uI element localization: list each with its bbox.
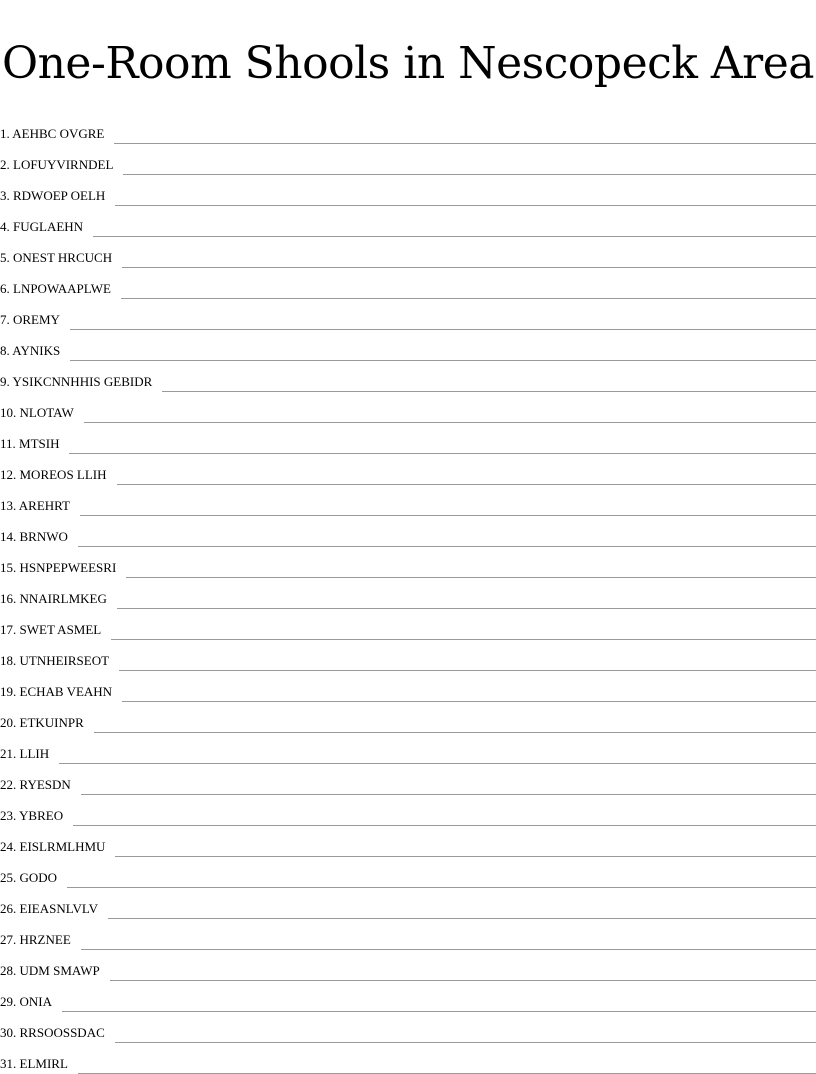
list-item	[0, 360, 816, 391]
list-item	[0, 887, 816, 918]
answer-line[interactable]	[115, 842, 816, 857]
scrambled-word-label: 6. LNPOWAAPLWE	[0, 281, 111, 296]
answer-line[interactable]	[94, 718, 816, 733]
list-item	[0, 825, 816, 856]
answer-line[interactable]	[123, 160, 816, 175]
scrambled-word-label: 23. YBREO	[0, 808, 64, 823]
scrambled-word-label: 31. ELMIRL	[0, 1056, 68, 1071]
scrambled-word-label: 12. MOREOS LLIH	[0, 467, 107, 482]
scrambled-word-label: 16. NNAIRLMKEG	[0, 591, 107, 606]
list-item	[0, 298, 816, 329]
answer-line[interactable]	[111, 625, 816, 640]
answer-line[interactable]	[115, 191, 816, 206]
answer-line[interactable]	[70, 315, 816, 330]
list-item	[0, 1011, 816, 1042]
scrambled-word-label: 4. FUGLAEHN	[0, 219, 84, 234]
answer-line[interactable]	[59, 749, 816, 764]
scrambled-word-label: 8. AYNIKS	[0, 343, 61, 358]
scrambled-word-label: 15. HSNPEPWEESRI	[0, 560, 117, 575]
answer-line[interactable]	[62, 997, 816, 1012]
list-item	[0, 732, 816, 763]
list-item	[0, 515, 816, 546]
list-item	[0, 577, 816, 608]
answer-line[interactable]	[119, 656, 816, 671]
answer-line[interactable]	[110, 966, 816, 981]
list-item	[0, 174, 816, 205]
answer-line[interactable]	[81, 780, 816, 795]
answer-line[interactable]	[114, 129, 816, 144]
list-item	[0, 980, 816, 1011]
list-item	[0, 949, 816, 980]
scrambled-word-list	[0, 112, 816, 1073]
scrambled-word-label: 21. LLIH	[0, 746, 50, 761]
scrambled-word-label: 10. NLOTAW	[0, 405, 74, 420]
list-item	[0, 205, 816, 236]
answer-line[interactable]	[67, 873, 816, 888]
scrambled-word-label: 18. UTNHEIRSEOT	[0, 653, 110, 668]
scrambled-word-label: 20. ETKUINPR	[0, 715, 84, 730]
page-title: One-Room Shools in Nescopeck Area	[2, 38, 814, 89]
answer-line[interactable]	[78, 532, 816, 547]
scrambled-word-label: 29. ONIA	[0, 994, 52, 1009]
answer-line[interactable]	[121, 284, 816, 299]
scrambled-word-label: 24. EISLRMLHMU	[0, 839, 106, 854]
list-item	[0, 1042, 816, 1073]
scrambled-word-label: 11. MTSIH	[0, 436, 60, 451]
answer-line[interactable]	[78, 1059, 816, 1074]
answer-line[interactable]	[69, 439, 816, 454]
scrambled-word-label: 19. ECHAB VEAHN	[0, 684, 113, 699]
list-item	[0, 329, 816, 360]
scrambled-word-label: 17. SWET ASMEL	[0, 622, 102, 637]
scrambled-word-label: 28. UDM SMAWP	[0, 963, 100, 978]
answer-line[interactable]	[122, 253, 816, 268]
scrambled-word-label: 5. ONEST HRCUCH	[0, 250, 113, 265]
answer-line[interactable]	[80, 501, 816, 516]
scrambled-word-label: 7. OREMY	[0, 312, 60, 327]
list-item	[0, 763, 816, 794]
list-item	[0, 453, 816, 484]
list-item	[0, 670, 816, 701]
scrambled-word-label: 26. EIEASNLVLV	[0, 901, 98, 916]
scrambled-word-label: 9. YSIKCNNHHIS GEBIDR	[0, 374, 153, 389]
list-item	[0, 484, 816, 515]
list-item	[0, 112, 816, 143]
answer-line[interactable]	[122, 687, 816, 702]
list-item	[0, 267, 816, 298]
scrambled-word-label: 30. RRSOOSSDAC	[0, 1025, 105, 1040]
list-item	[0, 608, 816, 639]
scrambled-word-label: 3. RDWOEP OELH	[0, 188, 106, 203]
list-item	[0, 143, 816, 174]
list-item	[0, 639, 816, 670]
answer-line[interactable]	[117, 470, 816, 485]
answer-line[interactable]	[126, 563, 816, 578]
answer-line[interactable]	[115, 1028, 816, 1043]
scrambled-word-label: 13. AREHRT	[0, 498, 71, 513]
list-item	[0, 546, 816, 577]
list-item	[0, 422, 816, 453]
list-item	[0, 236, 816, 267]
scrambled-word-label: 25. GODO	[0, 870, 58, 885]
answer-line[interactable]	[117, 594, 816, 609]
scrambled-word-label: 14. BRNWO	[0, 529, 68, 544]
scrambled-word-label: 27. HRZNEE	[0, 932, 71, 947]
list-item	[0, 701, 816, 732]
answer-line[interactable]	[70, 346, 816, 361]
list-item	[0, 794, 816, 825]
answer-line[interactable]	[81, 935, 816, 950]
list-item	[0, 856, 816, 887]
answer-line[interactable]	[84, 408, 816, 423]
scrambled-word-label: 22. RYESDN	[0, 777, 71, 792]
scrambled-word-label: 1. AEHBC OVGRE	[0, 126, 105, 141]
answer-line[interactable]	[93, 222, 816, 237]
answer-line[interactable]	[108, 904, 816, 919]
answer-line[interactable]	[162, 377, 816, 392]
list-item	[0, 918, 816, 949]
list-item	[0, 391, 816, 422]
scrambled-word-label: 2. LOFUYVIRNDEL	[0, 157, 114, 172]
answer-line[interactable]	[73, 811, 816, 826]
